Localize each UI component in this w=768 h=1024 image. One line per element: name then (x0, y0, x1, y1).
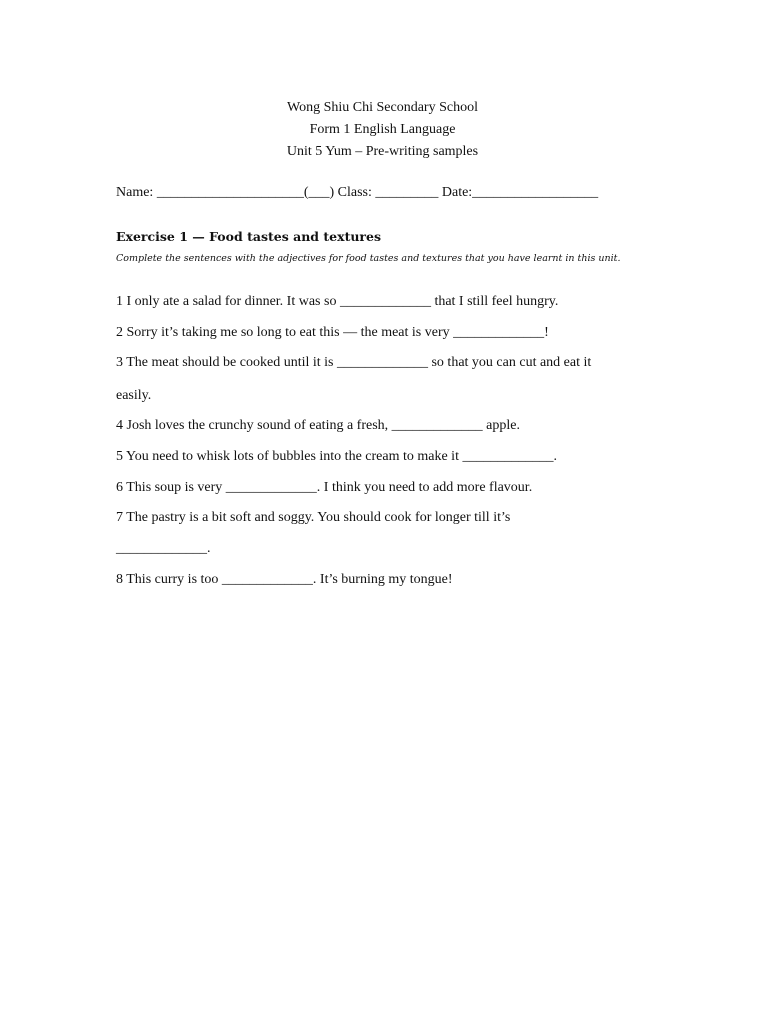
question-1: 1 I only ate a salad for dinner. It was so _____________ that I still feel hungry. (116, 294, 559, 309)
question-3-continuation: easily. (116, 388, 152, 403)
exercise-instruction: Complete the sentences with the adjectives for food tastes and textures that you have learnt in this unit. (116, 253, 621, 264)
question-7: 7 The pastry is a bit soft and soggy. You should cook for longer till it’s (116, 510, 511, 525)
form-name: Form 1 English Language (309, 122, 456, 137)
school-name: Wong Shiu Chi Secondary School (287, 100, 478, 115)
question-8: 8 This curry is too _____________. It’s burning my tongue! (116, 572, 453, 587)
document-header (0, 97, 765, 163)
question-4: 4 Josh loves the crunchy sound of eating a fresh, _____________ apple. (116, 418, 520, 433)
question-5: 5 You need to whisk lots of bubbles into the cream to make it _____________. (116, 449, 557, 464)
question-7-continuation: _____________. (116, 541, 211, 556)
student-info-line: Name: _____________________(___) Class: _________ Date:__________________ (116, 185, 599, 200)
question-3: 3 The meat should be cooked until it is _____________ so that you can cut and eat it (116, 355, 592, 370)
exercise-title: Exercise 1 — Food tastes and textures (116, 229, 382, 244)
unit-title: Unit 5 Yum – Pre-writing samples (286, 144, 479, 159)
question-6: 6 This soup is very _____________. I think you need to add more flavour. (116, 480, 533, 495)
question-2: 2 Sorry it’s taking me so long to eat this — the meat is very _____________! (116, 325, 549, 340)
